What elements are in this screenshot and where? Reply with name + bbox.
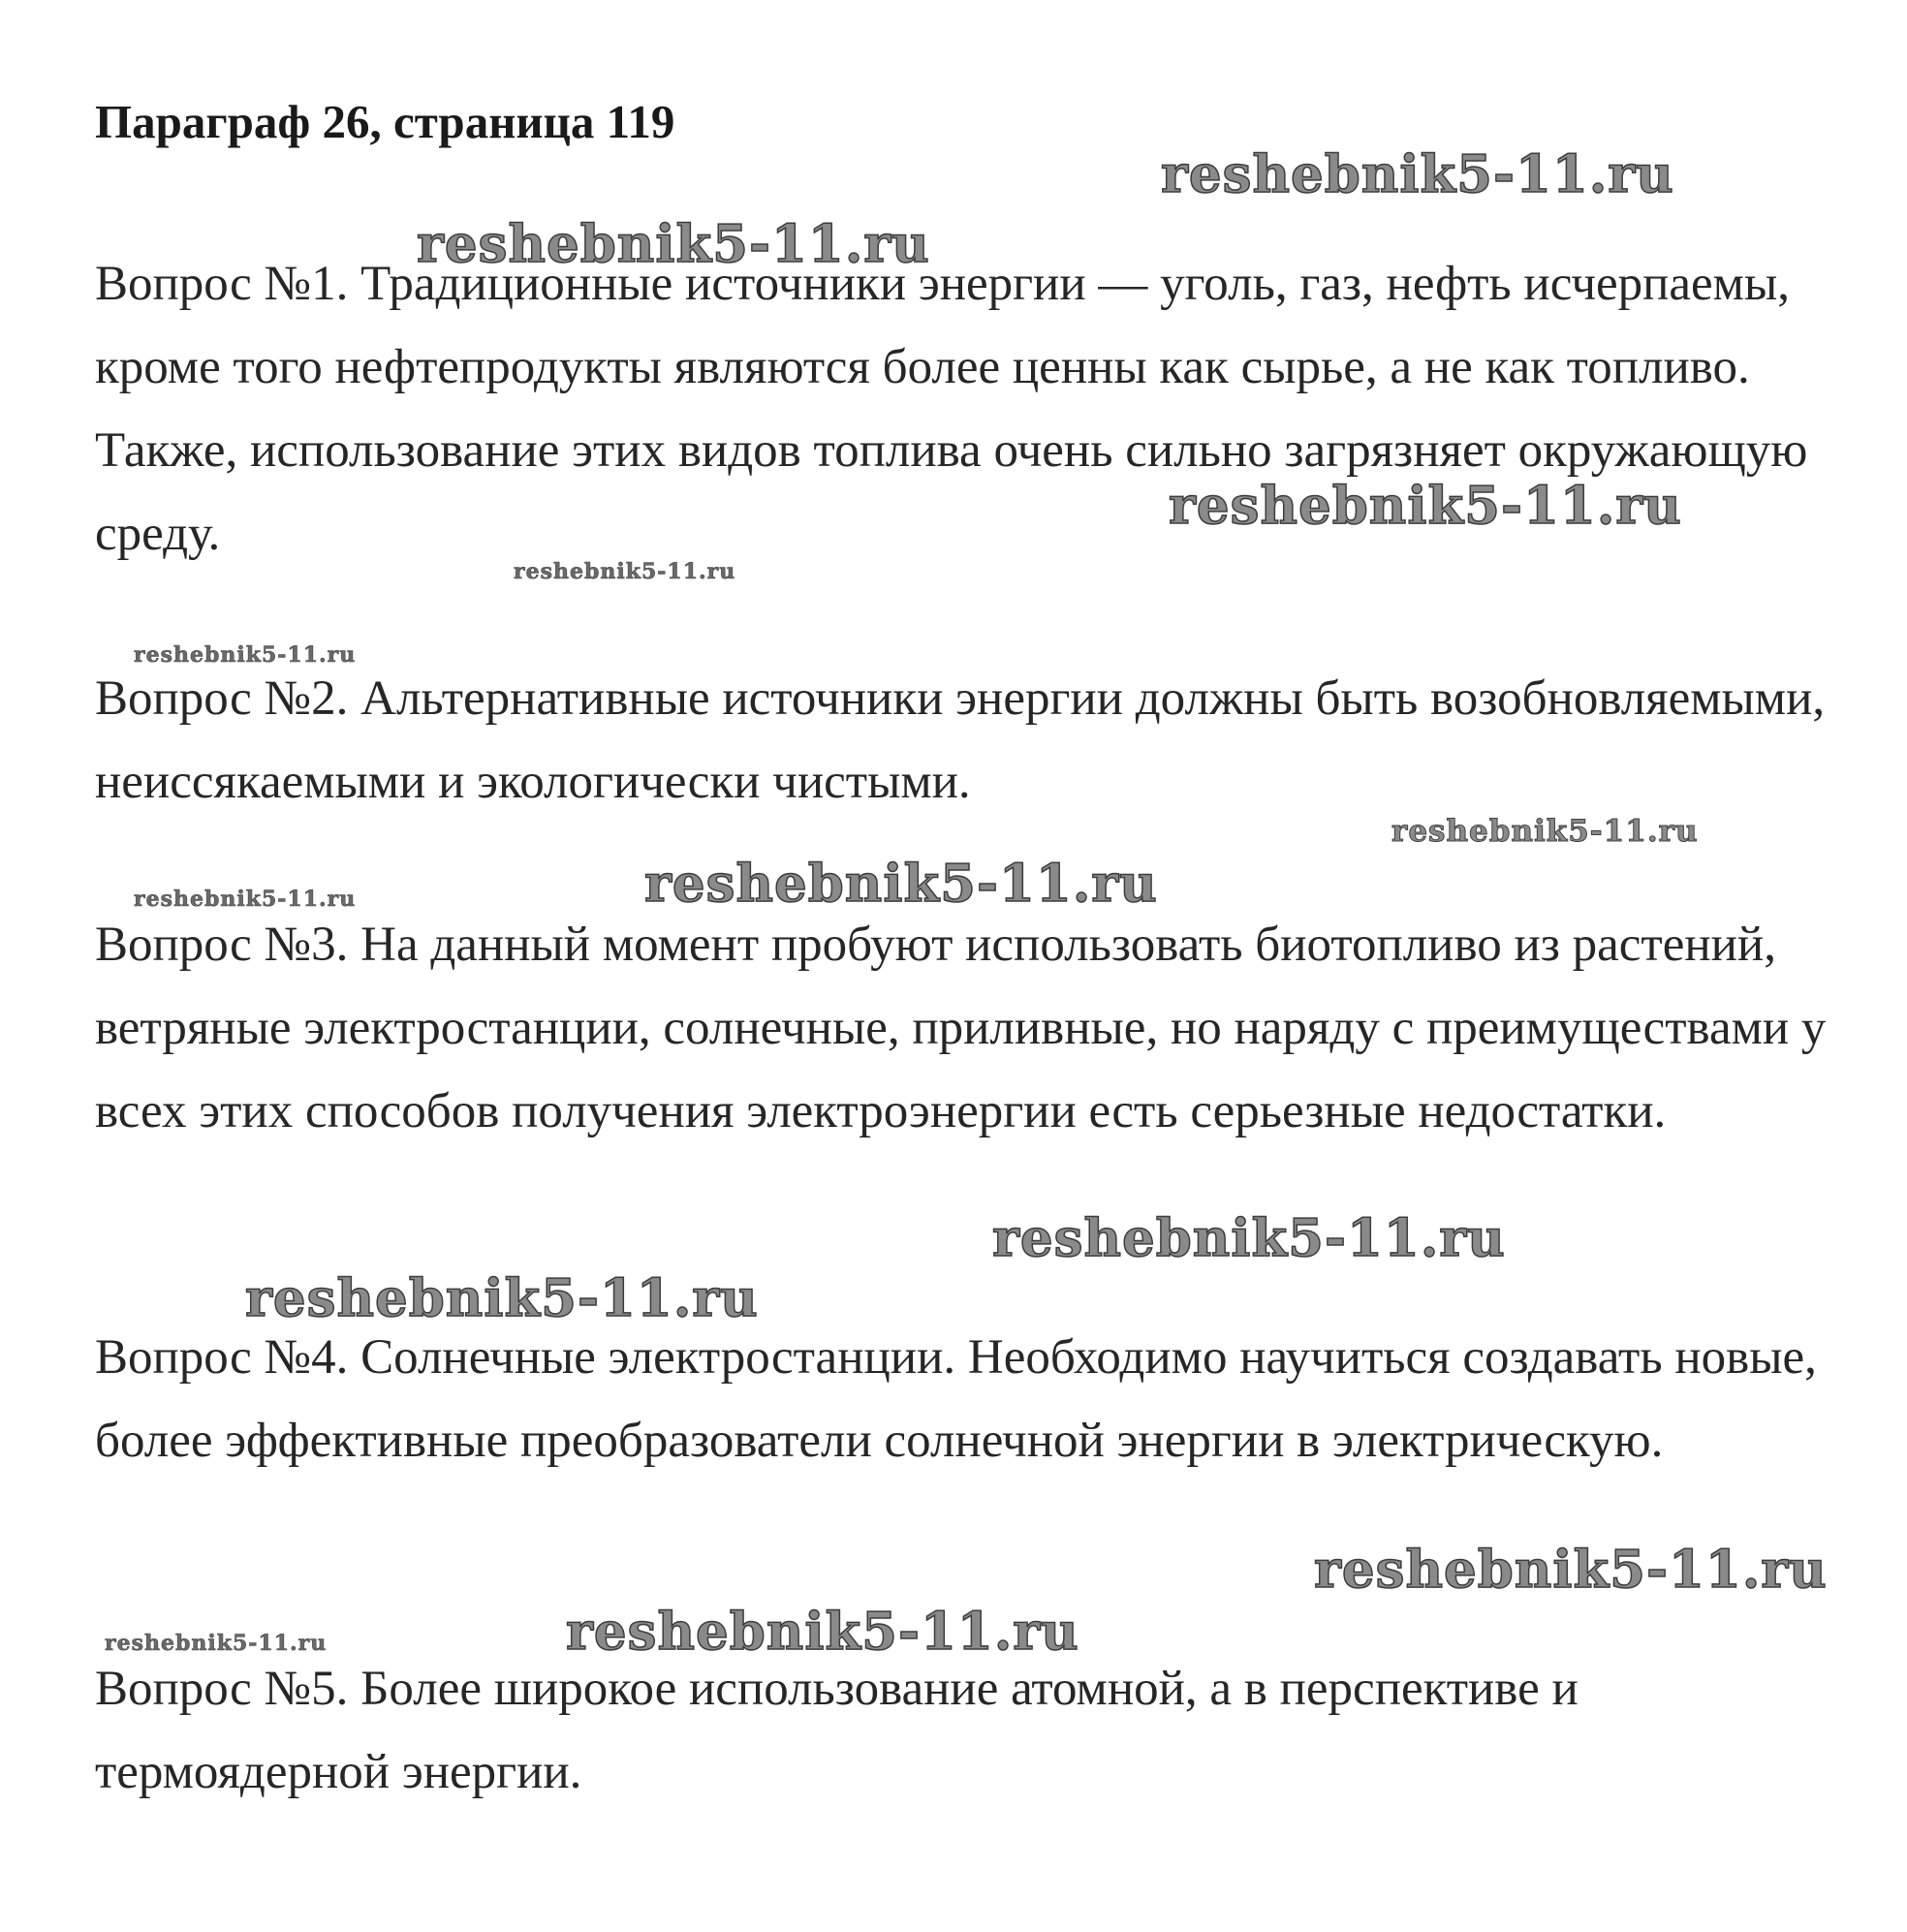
watermark: reshebnik5-11.ru: [514, 559, 736, 584]
watermark: reshebnik5-11.ru: [417, 214, 930, 274]
watermark: reshebnik5-11.ru: [134, 887, 357, 912]
answer-question-1: Вопрос №1. Традиционные источники энергии — уголь, газ, нефть исчерпаемы, кроме того нефтепродукты являются более ценны как сырье, а не как топливо. Также, использование этих видов топлива очень сильно загрязняет окружающую среду.: [95, 257, 1808, 561]
answer-question-4: Вопрос №4. Солнечные электростанции. Необходимо научиться создавать новые, более эффективные преобразователи солнечной энергии в электрическую.: [95, 1330, 1817, 1468]
watermark: reshebnik5-11.ru: [245, 1268, 759, 1328]
watermark: reshebnik5-11.ru: [566, 1602, 1079, 1662]
watermark: reshebnik5-11.ru: [105, 1631, 328, 1656]
watermark: reshebnik5-11.ru: [644, 854, 1158, 914]
answer-question-2: Вопрос №2. Альтернативные источники энергии должны быть возобновляемыми, неиссякаемыми и экологически чистыми.: [95, 671, 1826, 809]
answer-question-5: Вопрос №5. Более широкое использование атомной, а в перспективе и термоядерной энергии.: [95, 1662, 1579, 1799]
watermark: reshebnik5-11.ru: [134, 642, 357, 668]
watermark: reshebnik5-11.ru: [1314, 1540, 1828, 1600]
watermark: reshebnik5-11.ru: [992, 1208, 1506, 1268]
watermark: reshebnik5-11.ru: [1169, 476, 1682, 536]
answer-question-3: Вопрос №3. На данный момент пробуют использовать биотопливо из растений, ветряные электростанции, солнечные, приливные, но наряду с преимуществами у всех этих способов получения электроэнергии есть серьезные недостатки.: [95, 918, 1827, 1138]
watermark: reshebnik5-11.ru: [1391, 814, 1699, 849]
page-title: Параграф 26, страница 119: [95, 95, 675, 148]
watermark: reshebnik5-11.ru: [1161, 144, 1674, 204]
